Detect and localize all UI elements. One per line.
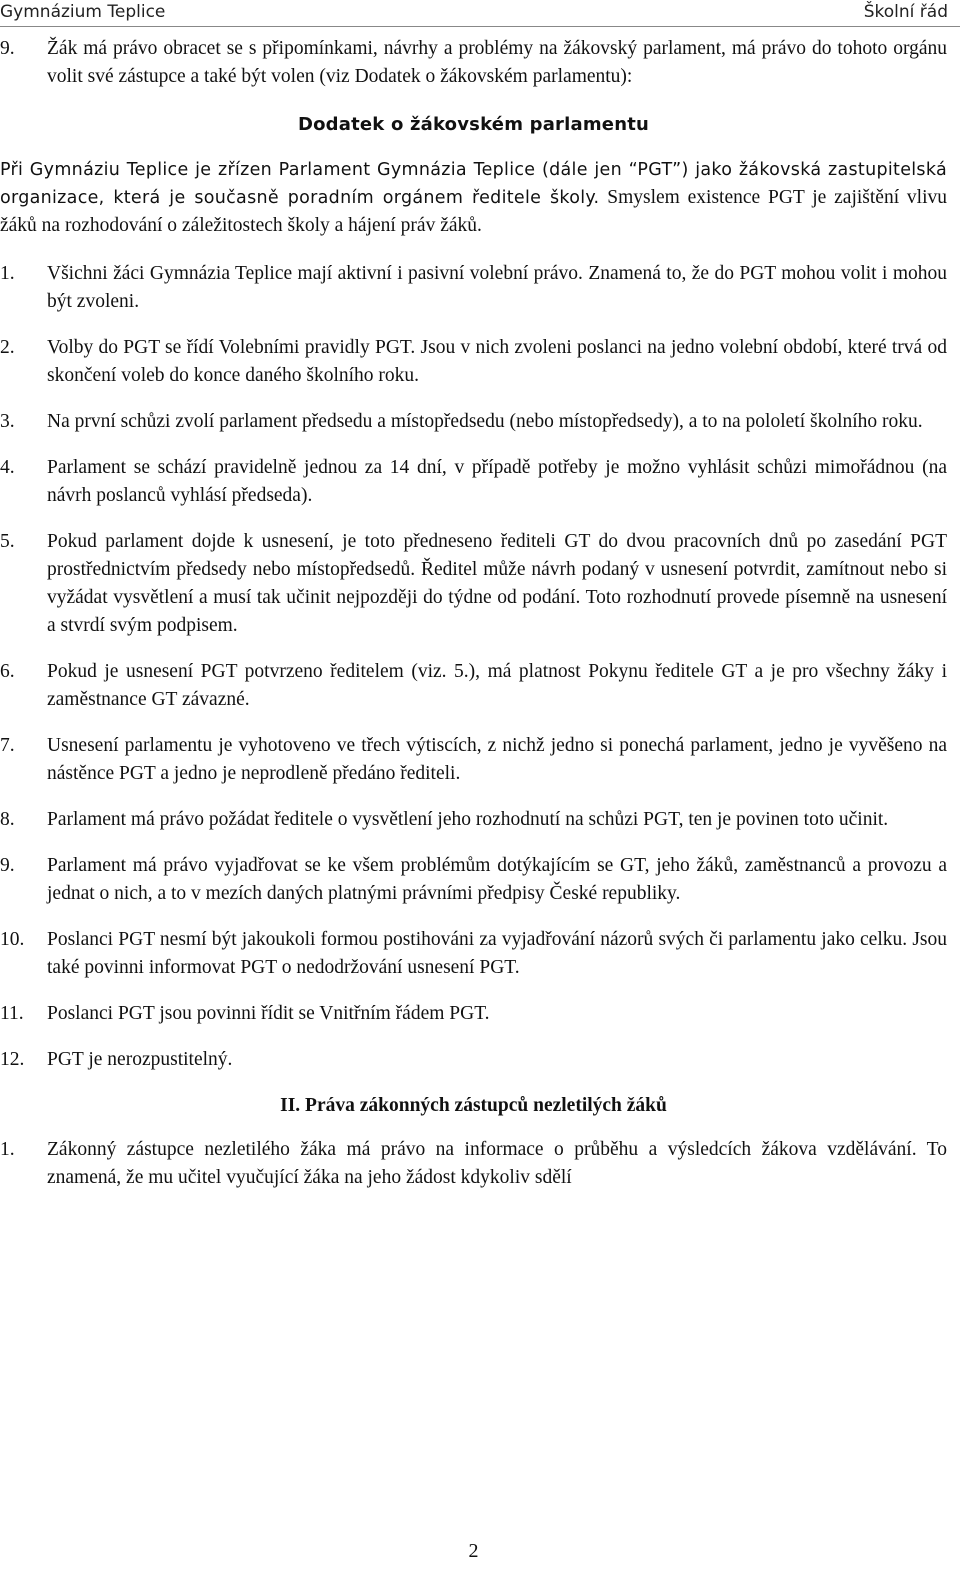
addendum-intro-part2: Smyslem existence PGT je zajištění vlivu žáků na rozhodování o záležitostech školy a hájení práv žáků. — [0, 187, 947, 236]
list-item — [0, 260, 947, 316]
rule-item-number: 9. — [0, 38, 15, 59]
list-item — [0, 1046, 947, 1074]
list-item — [0, 926, 947, 982]
list-item-number: 7. — [0, 735, 15, 756]
list-item-text: Všichni žáci Gymnázia Teplice mají aktivní i pasivní volební právo. Znamená to, že do PGT mohou volit i mohou být zvoleni. — [47, 263, 947, 312]
list-item-number: 10. — [0, 929, 25, 950]
addendum-title: Dodatek o žákovském parlamentu — [297, 114, 650, 135]
list-item-text: Usnesení parlamentu je vyhotoveno ve třech výtiscích, z nichž jedno si ponechá parlament, jedno je vyvěšeno na nástěnce PGT a jedno je neprodleně předáno řediteli. — [47, 735, 947, 784]
header-school-name: Gymnázium Teplice — [0, 2, 166, 22]
list-item — [0, 1000, 947, 1028]
list-item-number: 4. — [0, 457, 15, 478]
list-item-number: 9. — [0, 855, 15, 876]
section-heading: II. Práva zákonných zástupců nezletilých žáků — [280, 1095, 667, 1116]
list-item-text: Parlament se schází pravidelně jednou za 14 dní, v případě potřeby je možno vyhlásit schůzi mimořádnou (na návrh poslanců vyhlásí předseda). — [47, 457, 947, 506]
list-item-text: Zákonný zástupce nezletilého žáka má právo na informace o průběhu a výsledcích žákova vzdělávání. To znamená, že mu učitel vyučující žáka na jeho žádost kdykoliv sdělí — [47, 1139, 947, 1188]
list-item-number: 3. — [0, 411, 15, 432]
list-item-number: 2. — [0, 337, 15, 358]
list-item-number: 1. — [0, 263, 15, 284]
list-item-text: Parlament má právo vyjadřovat se ke všem problémům dotýkajícím se GT, jeho žáků, zaměstnanců a provozu a jednat o nich, a to v mezích daných platnými právními předpisy České republiky. — [47, 855, 947, 904]
list-item-number: 8. — [0, 809, 15, 830]
list-item — [0, 334, 947, 390]
page-header — [0, 0, 960, 27]
list-item-text: Parlament má právo požádat ředitele o vysvětlení jeho rozhodnutí na schůzi PGT, ten je povinen toto učinit. — [47, 809, 889, 830]
list-item-number: 12. — [0, 1049, 25, 1070]
list-item-number: 6. — [0, 661, 15, 682]
page-number: 2 — [468, 1540, 479, 1562]
list-item — [0, 658, 947, 714]
list-item-text: Pokud parlament dojde k usnesení, je toto předneseno řediteli GT do dvou pracovních dnů po zasedání PGT prostřednictvím předsedy nebo místopředsedů. Ředitel může návrh podaný v usnesení potvrdit, zamítnout nebo si vyžádat vysvětlení a musí tak učinit nejpozději do týdne od podání. Toto rozhodnutí provede písemně na usnesení a stvrdí svým podpisem. — [47, 531, 947, 636]
addendum-intro — [0, 156, 947, 240]
list-item — [0, 732, 947, 788]
list-item — [0, 454, 947, 510]
parliament-rules-list — [0, 260, 947, 1074]
list-item-text: Na první schůzi zvolí parlament předsedu a místopředsedu (nebo místopředsedy), a to na pololetí školního roku. — [47, 411, 923, 432]
header-document-title: Školní řád — [863, 2, 948, 22]
list-item — [0, 528, 947, 640]
list-item-number: 11. — [0, 1003, 24, 1024]
document-body — [0, 35, 947, 1192]
list-item — [0, 852, 947, 908]
list-item-number: 1. — [0, 1139, 15, 1160]
list-item-number: 5. — [0, 531, 15, 552]
list-item — [0, 408, 947, 436]
list-item-text: Pokud je usnesení PGT potvrzeno ředitelem (viz. 5.), má platnost Pokynu ředitele GT a je pro všechny žáky i zaměstnance GT závazné. — [47, 661, 947, 710]
list-item-text: Volby do PGT se řídí Volebními pravidly PGT. Jsou v nich zvoleni poslanci na jedno volební období, které trvá od skončení voleb do konce daného školního roku. — [47, 337, 947, 386]
section2-item-1 — [0, 1136, 947, 1192]
addendum-intro-part1: Při Gymnáziu Teplice je zřízen Parlament Gymnázia Teplice (dále jen “PGT”) jako žákovská zastupitelská organizace, která je současně poradním orgánem ředitele školy. — [0, 160, 947, 208]
list-item-text: Poslanci PGT jsou povinni řídit se Vnitřním řádem PGT. — [47, 1003, 490, 1024]
rule-item-text: Žák má právo obracet se s připomínkami, návrhy a problémy na žákovský parlament, má právo do tohoto orgánu volit své zástupce a také být volen (viz Dodatek o žákovském parlamentu): — [47, 38, 947, 87]
list-item-text: PGT je nerozpustitelný. — [47, 1049, 233, 1070]
list-item — [0, 806, 947, 834]
rule-item-9 — [0, 35, 947, 91]
list-item-text: Poslanci PGT nesmí být jakoukoli formou postihováni za vyjadřování názorů svých či parlamentu jako celku. Jsou také povinni informovat PGT o nedodržování usnesení PGT. — [47, 929, 947, 978]
